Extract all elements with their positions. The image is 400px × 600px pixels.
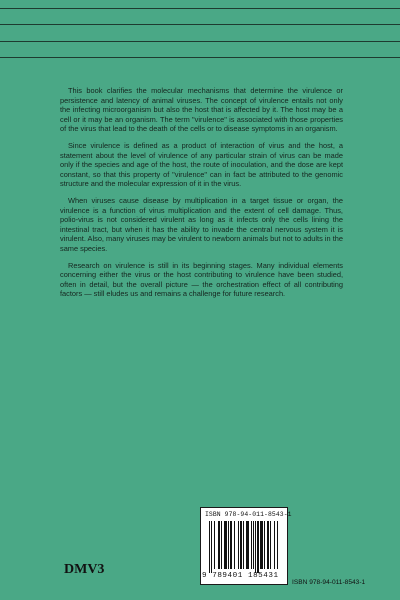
barcode-bar xyxy=(277,521,278,569)
series-logo: DMV3 xyxy=(64,562,105,577)
isbn-barcode xyxy=(200,507,292,585)
barcode-bar xyxy=(221,521,222,569)
back-cover-description xyxy=(60,86,343,306)
barcode-digits: 9 789401 185431 xyxy=(202,572,279,580)
barcode-isbn-label: ISBN 978-94-011-8543-1 xyxy=(205,511,292,518)
barcode-bar xyxy=(240,521,242,569)
barcode-bar xyxy=(257,521,259,573)
barcode-bar xyxy=(228,521,229,569)
description-paragraph-2: Since virulence is defined as a product of interaction of virus and the host, a statement about the level of virulence of any particular strain of virus can be made only if the species and age of the host, the route of inoculation, and the dose are kept constant, so that this property of "virulence" can in fact be attributed to the genomic structure and the molecular expression of it in the virus. xyxy=(60,140,343,189)
barcode-bar xyxy=(251,521,252,569)
barcode-bar xyxy=(243,521,244,569)
barcode-bar xyxy=(218,521,220,569)
header-rule-2 xyxy=(0,24,400,25)
barcode-bar xyxy=(274,521,275,569)
barcode-bar xyxy=(246,521,249,569)
barcode-bar xyxy=(211,521,212,573)
header-rule-3 xyxy=(0,41,400,42)
barcode-bar xyxy=(238,521,239,569)
barcode-bar xyxy=(270,521,271,569)
header-rule-4 xyxy=(0,57,400,58)
barcode-bar xyxy=(253,521,254,569)
barcode-bar xyxy=(209,521,210,573)
barcode-bar xyxy=(267,521,269,569)
description-paragraph-4: Research on virulence is still in its beginning stages. Many individual elements concerning either the virus or the host contributing to virulence have been studied, often in detail, but the overall picture — the orchestration effect of all contributing factors — still eludes us and remains a challenge for future research. xyxy=(60,260,343,299)
header-rule-1 xyxy=(0,8,400,9)
barcode-bar xyxy=(255,521,256,573)
description-paragraph-1: This book clarifies the molecular mechanisms that determine the virulence or persistence and latency of animal viruses. The concept of virulence entails not only the infecting microorganism but also the host that is affected by it. The host may be a cell or it may be an organism. The term "virulence" is associated with those properties of the virus that lead to the death of the cells or to disease symptoms in an organism. xyxy=(60,86,343,134)
barcode-bar xyxy=(234,521,235,569)
barcode-bar xyxy=(264,521,265,569)
barcode-bar xyxy=(214,521,215,569)
barcode-bar xyxy=(260,521,263,569)
barcode-bars xyxy=(209,521,279,573)
isbn-number: ISBN 978-94-011-8543-1 xyxy=(292,579,366,586)
description-paragraph-3: When viruses cause disease by multiplication in a target tissue or organ, the virulence is a function of virus multiplication and the extent of cell damage. Thus, polio-virus is not considered virulent as long as it infects only the cells lining the intestinal tract, but when it has the ability to invade the central nervous system it is virulent. Also, many viruses may be virulent to newborn animals but not to adults in the same species. xyxy=(60,195,343,253)
barcode-bar xyxy=(230,521,232,569)
barcode-bar xyxy=(224,521,227,569)
